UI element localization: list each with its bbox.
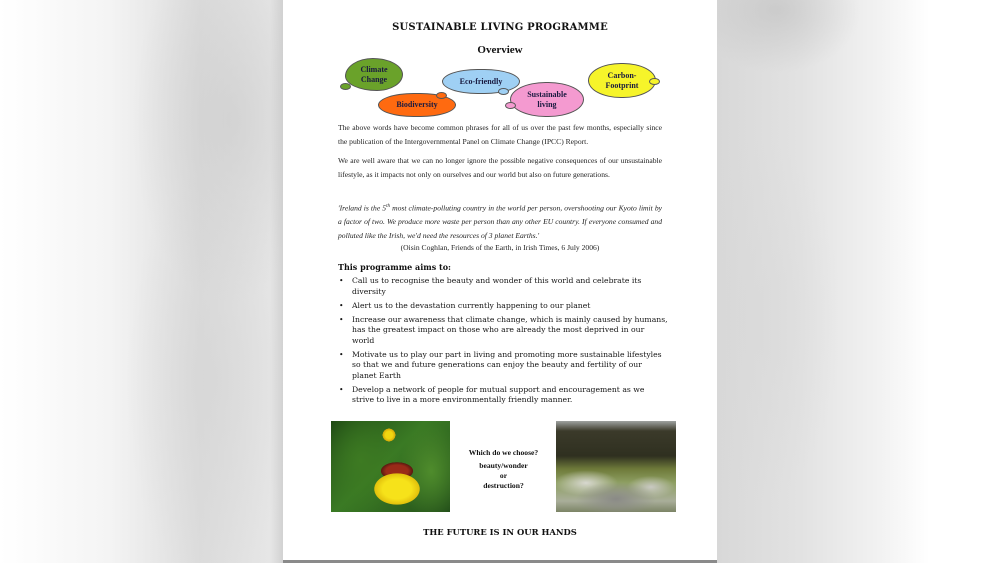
list-item: • Develop a network of people for mutual support and encouragement as we strive to live in a more environmentally friendly manner. [339,384,645,404]
list-item: • Motivate us to play our part in living and promoting more sustainable lifestyles so that we and future generations can enjoy the beauty and fertility of our planet Earth [339,349,662,380]
cloud-tail [505,102,516,109]
cloud-biodiversity: Biodiversity [378,93,456,117]
document-page [283,0,717,563]
cloud-carbon-footprint: Carbon- Footprint [588,63,656,98]
list-item: • Call us to recognise the beauty and wonder of this world and celebrate its diversity [339,276,642,296]
dumping-site-photo [556,421,676,512]
background-right [717,0,1000,563]
cloud-tail [498,88,509,95]
aims-heading: This programme aims to: [338,262,451,272]
aims-list [338,276,668,409]
list-item: • Increase our awareness that climate change, which is mainly caused by humans, has the greatest impact on those who are already the most deprived in our world [339,314,668,345]
cloud-tail [340,83,351,90]
cloud-tail [649,78,660,85]
choice-question: Which do we choose? [468,448,539,457]
list-item: • Alert us to the devastation currently happening to our planet [339,300,591,310]
cloud-eco-friendly: Eco-friendly [442,69,520,94]
choice-or: or [499,471,508,480]
choice-option-beauty: beauty/wonder [479,461,528,470]
cloud-sustainable-living: Sustainable living [510,82,584,117]
footer-slogan: THE FUTURE IS IN OUR HANDS [423,527,577,537]
butterfly-flower-photo [331,421,450,512]
document-title: SUSTAINABLE LIVING PROGRAMME [392,22,608,33]
quote-source: (Oisin Coghlan, Friends of the Earth, in Irish Times, 6 July 2006) [400,243,600,252]
cloud-tail [436,92,447,99]
quote-text: 'Ireland is the 5th most climate-polluting country in the world per person, overshooting our Kyoto limit by a factor of two. We produce more waste per person than any other EU country. If everyone consumed and polluted like the Irish, we'd need the resources of 3 planet Earths.' [338,203,663,240]
background-left [0,0,283,563]
document-subtitle: Overview [477,44,523,56]
cloud-climate-change: Climate Change [345,58,403,91]
intro-paragraph: The above words have become common phrases for all of us over the past few months, especially since the publication of the Intergovernmental Panel on Climate Change (IPCC) Report. [338,123,662,146]
choice-option-destruction: destruction? [483,481,524,490]
consequences-paragraph: We are well aware that we can no longer ignore the possible negative consequences of our unsustainable lifestyle, as it impacts not only on ourselves and our world but also on future generations. [338,156,662,179]
